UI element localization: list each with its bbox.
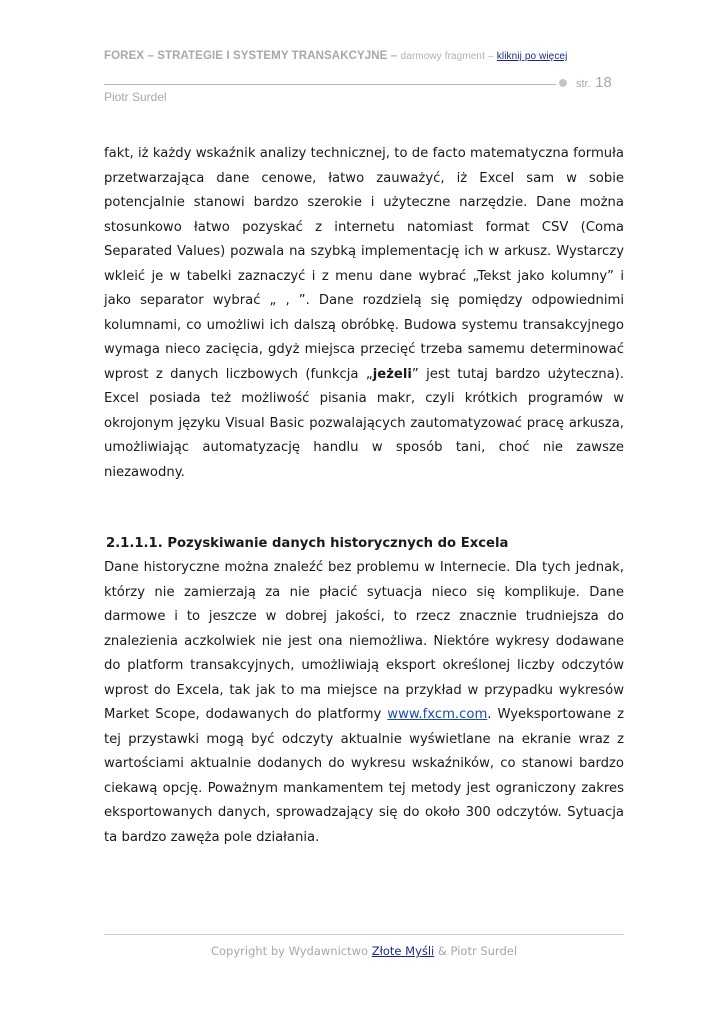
header-title-line: [104, 50, 624, 62]
paragraph-excel: [104, 142, 624, 485]
footer-prefix: Copyright by Wydawnictwo: [210, 944, 369, 958]
publisher-link[interactable]: Złote Myśli: [371, 944, 435, 958]
header-rule: [104, 84, 556, 85]
more-link[interactable]: kliknij po więcej: [496, 51, 568, 62]
page-number: [576, 74, 612, 92]
p1-text-a: fakt, iż każdy wskaźnik analizy technicznej, to de facto matematyczna formuła przetwarzająca dane cenowe, łatwo zauważyć, iż Excel sam w sobie potencjalnie stanowi bardzo szerokie i użyteczne narzędzie. Dane można stosunkowo łatwo pozyskać z internetu natomiast format CSV (Coma Separated Values) pozwala na szybką implementację ich w arkusz. Wystarczy wkleić je w tabelki zaznaczyć i z menu dane wybrać „Tekst jako kolumny” i jako separator wybrać „ , ”. Dane rozdzielą się pomiędzy odpowiednimi kolumnami, co umożliwi ich dalszą obróbkę. Budowa systemu transakcyjnego wymaga nieco zacięcia, gdyż miejsca przecięć trzeba samemu determinować wprost z danych liczbowych (funkcja „: [104, 146, 624, 382]
section-heading: 2.1.1.1. Pozyskiwanie danych historycznych do Excela: [106, 536, 509, 551]
header-fragment: darmowy fragment –: [400, 51, 494, 62]
p1-text-b: ” jest tutaj bardzo użyteczna). Excel posiada też możliwość pisania makr, czyli krótkich programów w okrojonym języku Visual Basic pozwalających zautomatyzować pracę arkusza, umożliwiając automatyzację handlu w sposób tani, choć nie zawsze niezawodny.: [104, 366, 624, 480]
bullet-icon: [559, 79, 567, 87]
author-name: Piotr Surdel: [104, 90, 167, 104]
page-header: [104, 50, 624, 104]
p1-bold-term: jeżeli: [372, 366, 412, 382]
page-label: str.: [576, 78, 591, 90]
page-number-value: 18: [595, 74, 612, 91]
p2-text-b: . Wyeksportowane z tej przystawki mogą być odczyty aktualnie wyświetlane na ekranie wraz z wartościami aktualnie dodanych do wykresu wskaźników, co stanowi bardzo ciekawą opcję. Poważnym mankamentem tej metody jest ograniczony zakres eksportowanych danych, sprowadzający się do około 300 odczytów. Sytuacja ta bardzo zawęża pole działania.: [104, 707, 624, 845]
page-footer: [104, 944, 624, 958]
footer-rule: [104, 934, 624, 935]
fxcm-link[interactable]: www.fxcm.com: [387, 707, 488, 722]
paragraph-historical-data: [104, 556, 624, 850]
p2-text-a: Dane historyczne można znaleźć bez problemu w Internecie. Dla tych jednak, którzy nie zamierzają za nie płacić sytuacja nieco się komplikuje. Dane darmowe i to jeszcze w dobrej jakości, to rzecz znacznie trudniejsza do znalezienia aczkolwiek nie jest ona niemożliwa. Niektóre wykresy dodawane do platform transakcyjnych, umożliwiają eksport określonej liczby odczytów wprost do Excela, tak jak to ma miejsce na przykład w przypadku wykresów Market Scope, dodawanych do platformy: [104, 560, 624, 722]
footer-suffix: & Piotr Surdel: [437, 944, 518, 958]
header-title: FOREX – STRATEGIE I SYSTEMY TRANSAKCYJNE –: [104, 50, 398, 62]
